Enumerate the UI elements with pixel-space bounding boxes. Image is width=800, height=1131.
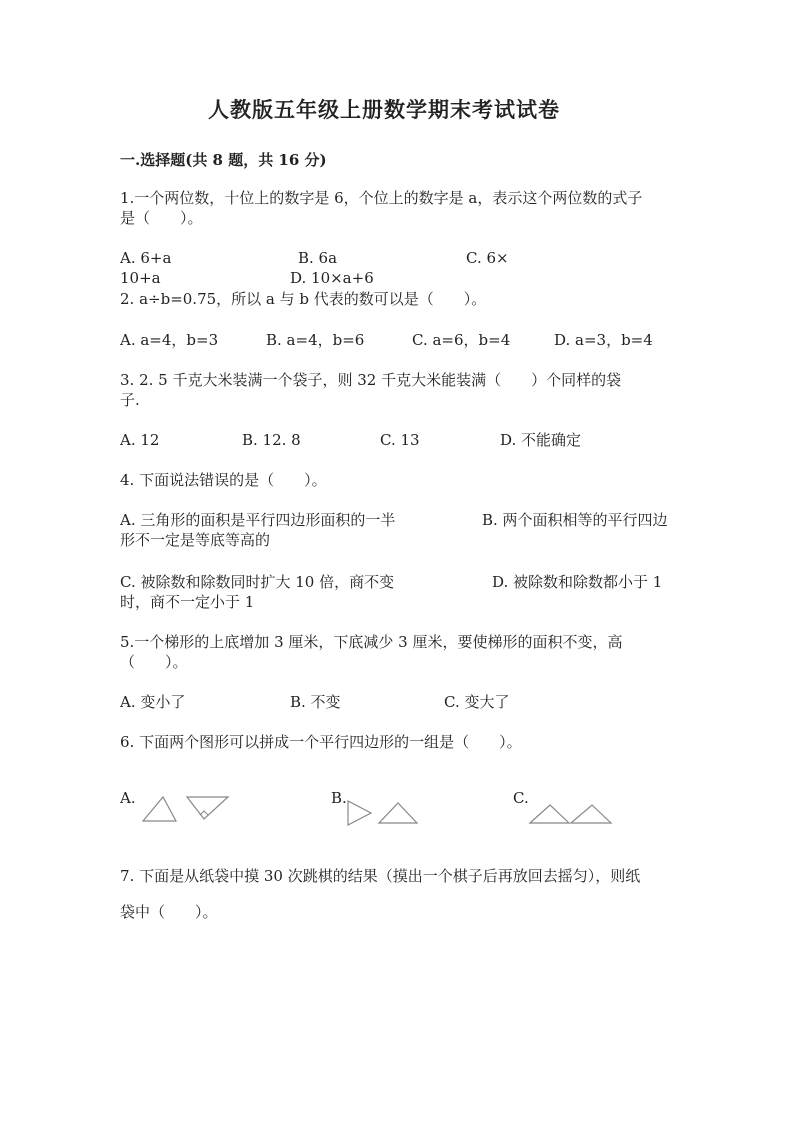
q3-option-b[interactable]: B. 12. 8: [242, 431, 301, 449]
inverted-triangle-shape: [187, 797, 228, 819]
q4-option-d-line2[interactable]: 时，商不一定小于 1: [120, 593, 255, 611]
q5-stem-line2: （ ）。: [120, 653, 188, 671]
triangle-shape: [571, 805, 611, 823]
q3-option-d[interactable]: D. 不能确定: [500, 431, 582, 449]
q1-stem-line1: 1.一个两位数，十位上的数字是 6，个位上的数字是 a，表示这个两位数的式子: [120, 189, 643, 207]
triangle-shape: [379, 803, 417, 823]
q6-option-b-label[interactable]: B.: [331, 789, 347, 807]
q2-option-c[interactable]: C. a=6，b=4: [412, 331, 511, 349]
q6-option-a-label[interactable]: A.: [120, 789, 136, 807]
q5-option-c[interactable]: C. 变大了: [444, 693, 510, 711]
q5-option-b[interactable]: B. 不变: [290, 693, 341, 711]
q7-stem-line1: 7. 下面是从纸袋中摸 30 次跳棋的结果（摸出一个棋子后再放回去摇匀），则纸: [120, 867, 641, 885]
q3-stem-line1: 3. 2. 5 千克大米装满一个袋子，则 32 千克大米能装满（ ）个同样的袋: [120, 371, 622, 389]
q3-option-a[interactable]: A. 12: [120, 431, 160, 449]
q1-option-d[interactable]: D. 10×a+6: [290, 269, 374, 287]
q4-option-d-line1[interactable]: D. 被除数和除数都小于 1: [492, 573, 663, 591]
q1-option-a[interactable]: A. 6+a: [120, 249, 172, 267]
q5-stem-line1: 5.一个梯形的上底增加 3 厘米，下底减少 3 厘米，要使梯形的面积不变，高: [120, 633, 623, 651]
triangle-shape: [530, 805, 569, 823]
q7-stem-line2: 袋中（ ）。: [120, 903, 218, 921]
q4-option-b-line2[interactable]: 形不一定是等底等高的: [120, 531, 271, 549]
q1-stem-line2: 是（ ）。: [120, 209, 203, 227]
page-title: 人教版五年级上册数学期末考试试卷: [208, 97, 560, 122]
q2-option-d[interactable]: D. a=3，b=4: [554, 331, 653, 349]
q6-option-c-figure[interactable]: [527, 802, 617, 828]
q1-option-c-line2[interactable]: 10+a: [120, 269, 161, 287]
sideways-triangle-shape: [348, 801, 371, 825]
q4-option-b-line1[interactable]: B. 两个面积相等的平行四边: [482, 511, 668, 529]
q4-option-c[interactable]: C. 被除数和除数同时扩大 10 倍，商不变: [120, 573, 395, 591]
triangle-shape: [143, 797, 176, 821]
q3-option-c[interactable]: C. 13: [380, 431, 420, 449]
q4-stem: 4. 下面说法错误的是（ ）。: [120, 471, 327, 489]
q4-option-a[interactable]: A. 三角形的面积是平行四边形面积的一半: [120, 511, 396, 529]
q2-stem: 2. a÷b=0.75，所以 a 与 b 代表的数可以是（ ）。: [120, 290, 487, 308]
q6-stem: 6. 下面两个图形可以拼成一个平行四边形的一组是（ ）。: [120, 733, 522, 751]
q6-option-a-figure[interactable]: [140, 794, 235, 826]
section-heading: 一.选择题(共 8 题，共 16 分): [120, 151, 327, 169]
q3-stem-line2: 子.: [120, 391, 140, 409]
q2-option-b[interactable]: B. a=4，b=6: [266, 331, 365, 349]
q5-option-a[interactable]: A. 变小了: [120, 693, 186, 711]
right-angle-mark: [200, 811, 208, 815]
q6-option-c-label[interactable]: C.: [513, 789, 529, 807]
q1-option-b[interactable]: B. 6a: [298, 249, 338, 267]
q6-option-b-figure[interactable]: [345, 798, 420, 828]
q2-option-a[interactable]: A. a=4，b=3: [120, 331, 219, 349]
q1-option-c-line1[interactable]: C. 6×: [466, 249, 509, 267]
